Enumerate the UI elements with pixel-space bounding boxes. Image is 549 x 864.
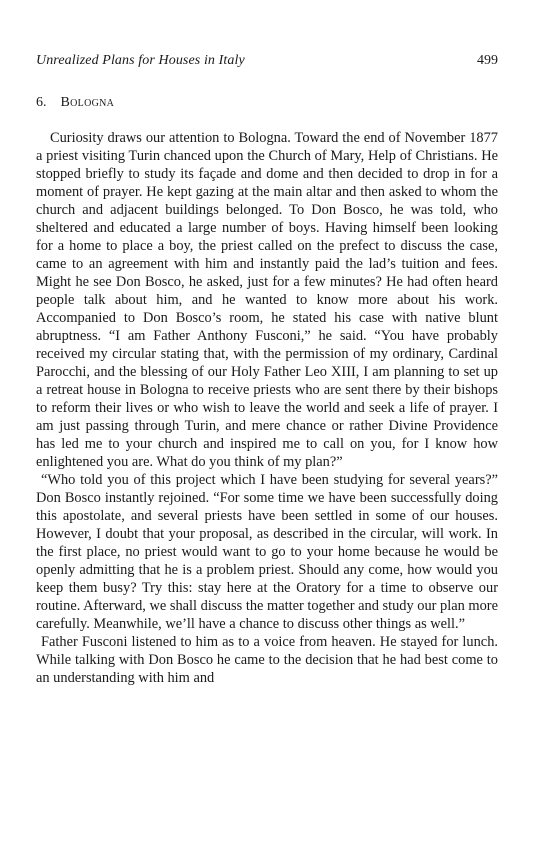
section-number: 6. (36, 95, 47, 110)
section-title: Bologna (60, 95, 115, 110)
running-title: Unrealized Plans for Houses in Italy (36, 53, 245, 68)
page-number: 499 (477, 53, 498, 68)
running-head (36, 53, 498, 71)
section-heading (36, 95, 114, 111)
paragraph-3: Father Fusconi listened to him as to a voice from heaven. He stayed for lunch. While talking with Don Bosco he came to the decision that he had best come to an understanding with him and (36, 634, 498, 686)
paragraph-1: Curiosity draws our attention to Bologna. Toward the end of November 1877 a priest visiting Turin chanced upon the Church of Mary, Help of Christians. He stopped briefly to study its façade and dome and then decided to drop in for a moment of prayer. He kept gazing at the main altar and then asked to whom the church and adjacent buildings belonged. To Don Bosco, he was told, who sheltered and educated a large number of boys. Having himself been looking for a home to place a boy, the priest called on the prefect to discuss the case, came to an agreement with him and instantly paid the lad’s tuition and fees. Might he see Don Bosco, he asked, just for a few minutes? He had often heard people talk about him, and he wanted to know more about his work. Accompanied to Don Bosco’s room, he stated his case with native blunt abruptness. “I am Father Anthony Fusconi,” he said. “You have probably received my circular stating that, with the permission of my ordinary, Cardinal Parocchi, and the blessing of our Holy Father Leo XIII, I am planning to set up a retreat house in Bologna to receive priests who are sent there by their bishops to reform their lives or who wish to leave the world and seek a life of prayer. I am just passing through Turin, and mere chance or rather Divine Providence has led me to your church and inspired me to call on you, for I know how enlightened you are. What do you think of my plan?” (36, 130, 498, 470)
body-text (36, 129, 498, 687)
paragraph-2: “Who told you of this project which I have been studying for several years?” Don Bosco instantly rejoined. “For some time we have been successfully doing this apostolate, and several priests have been settled in some of our houses. However, I doubt that your proposal, as described in the circular, will work. In the first place, no priest would want to go to your home because he would be openly admitting that he is a problem priest. Should any come, how would you keep them busy? Try this: stay here at the Oratory for a time to observe our routine. Afterward, we shall discuss the matter together and study our plan more carefully. Meanwhile, we’ll have a chance to discuss other things as well.” (36, 472, 498, 632)
